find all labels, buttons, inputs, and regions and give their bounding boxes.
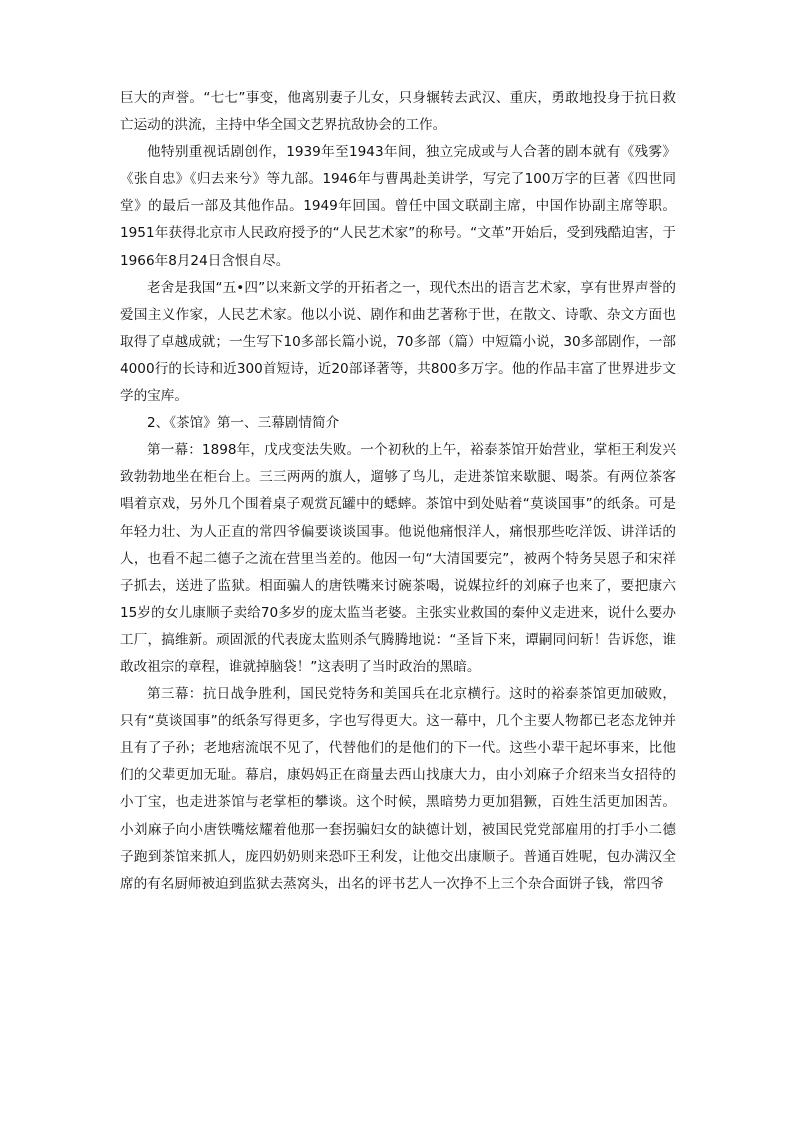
paragraph: 巨大的声誉。“七七”事变，他离别妻子儿女，只身辗转去武汉、重庆，勇敢地投身于抗日救亡运动的洪流，主持中华全国文艺界抗敌协会的工作。 xyxy=(120,90,676,134)
body-text xyxy=(120,85,676,898)
paragraph: 第一幕：1898年，戊戌变法失败。一个初秋的上午，裕泰茶馆开始营业，掌柜王利发兴致勃勃地坐在柜台上。三三两两的旗人，遛够了鸟儿，走进茶馆来歇腿、喝茶。有两位茶客唱着京戏，另外几个围着桌子观赏瓦罐中的蟋蟀。茶馆中到处贴着“莫谈国事”的纸条。可是年轻力壮、为人正直的常四爷偏要谈谈国事。他说他痛恨洋人，痛恨那些吃洋饭、讲洋话的人，也看不起二德子之流在营里当差的。他因一句“大清国要完”，被两个特务吴恩子和宋祥子抓去，送进了监狱。相面骗人的唐铁嘴来讨碗茶喝，说媒拉纤的刘麻子也来了，要把康六15岁的女儿康顺子卖给70多岁的庞太监当老婆。主张实业救国的秦仲义走进来，说什么要办工厂，搞维新。顽固派的代表庞太监则杀气腾腾地说：“圣旨下来，谭嗣同问斩！告诉您，谁敢改祖宗的章程，谁就掉脑袋！”这表明了当时政治的黑暗。 xyxy=(120,442,676,675)
section-heading: 2、《茶馆》第一、三幕剧情简介 xyxy=(147,415,340,432)
paragraph: 第三幕：抗日战争胜利，国民党特务和美国兵在北京横行。这时的裕泰茶馆更加破败，只有“莫谈国事”的纸条写得更多，字也写得更大。这一幕中，几个主要人物都已老态龙钟并且有了子孙；老地痞流氓不见了，代替他们的是他们的下一代。这些小辈干起坏事来，比他们的父辈更加无耻。幕启，康妈妈正在商量去西山找康大力，由小刘麻子介绍来当女招待的小丁宝，也走进茶馆与老掌柜的攀谈。这个时候，黑暗势力更加猖獗，百姓生活更加困苦。小刘麻子向小唐铁嘴炫耀着他那一套拐骗妇女的缺德计划，被国民党党部雇用的打手小二德子跑到茶馆来抓人，庞四奶奶则来恐吓王利发，让他交出康顺子。普通百姓呢，包办满汉全席的有名厨师被迫到监狱去蒸窝头，出名的评书艺人一次挣不上三个杂合面饼子钱，常四爷 xyxy=(120,686,676,892)
paragraph: 老舍是我国“五•四”以来新文学的开拓者之一，现代杰出的语言艺术家，享有世界声誉的爱国主义作家，人民艺术家。他以小说、剧作和曲艺著称于世，在散文、诗歌、杂文方面也取得了卓越成就；一生写下10多部长篇小说，70多部（篇）中短篇小说，30多部剧作，一部4000行的长诗和近300首短诗，近20部译著等，共800多万字。他的作品丰富了世界进步文学的宝库。 xyxy=(120,279,676,405)
paragraph: 他特别重视话剧创作，1939年至1943年间，独立完成或与人合著的剧本就有《残雾》《张自忠》《归去来兮》等九部。1946年与曹禺赴美讲学，写完了100万字的巨著《四世同堂》的最后一部及其他作品。1949年回国。曾任中国文联副主席，中国作协副主席等职。1951年获得北京市人民政府授予的“人民艺术家”的称号。“文革”开始后，受到残酷迫害，于1966年8月24日含恨自尽。 xyxy=(120,144,676,269)
